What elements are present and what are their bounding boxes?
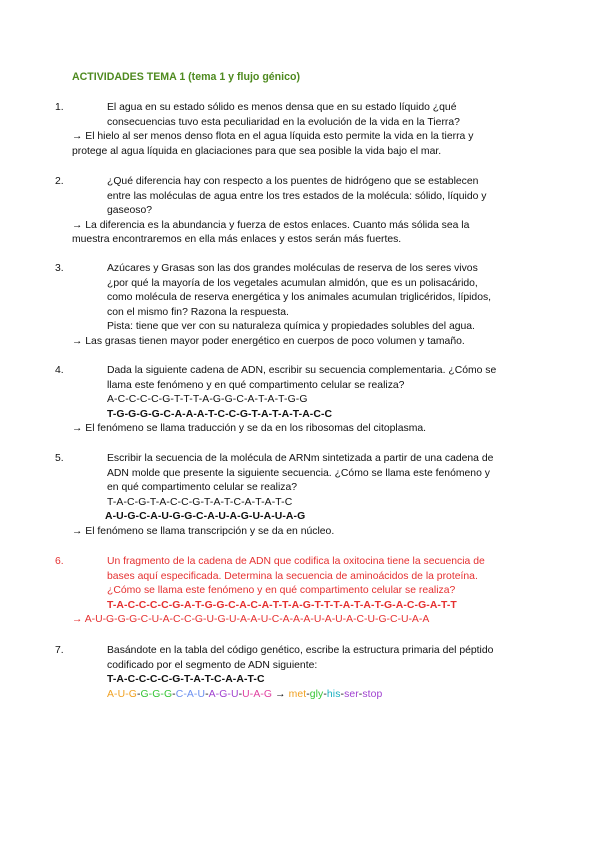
- question-6: [55, 555, 528, 628]
- answer-text: → La diferencia es la abundancia y fuerza de estos enlaces. Cuanto más sólida sea la: [72, 219, 470, 231]
- question-number: 5.: [55, 453, 64, 464]
- codon-separator: -: [238, 688, 243, 700]
- answer-text: → El fenómeno se llama traducción y se da en los ribosomas del citoplasma.: [72, 423, 427, 435]
- question-5: [55, 452, 528, 540]
- question-text: ¿Cómo se llama este fenómeno y en qué compartimento celular se realiza?: [107, 585, 456, 597]
- question-text: 2. ¿Qué diferencia hay con respecto a los puentes de hidrógeno que se establecen: [72, 175, 528, 190]
- question-number: 6.: [55, 556, 64, 567]
- question-number: 3.: [55, 263, 64, 274]
- answer-text: → A-U-G-G-G-C-U-A-C-C-G-U-G-U-A-A-U-C-A-A-A-U-A-U-A-C-U-G-C-U-A-A: [72, 614, 430, 626]
- question-text: 3. Azúcares y Grasas son las dos grandes moléculas de reserva de los seres vivos: [72, 262, 528, 277]
- question-text: ADN molde que presente la siguiente secuencia. ¿Cómo se llama este fenómeno y: [107, 467, 490, 479]
- question-text: codificado por el segmento de ADN siguiente:: [107, 659, 318, 671]
- question-number: 1.: [55, 102, 64, 113]
- codon: U-A-G: [242, 688, 273, 700]
- question-text: con el mismo fin? Razona la respuesta.: [107, 306, 289, 318]
- answer-text: → Las grasas tienen mayor poder energético en cuerpos de poco volumen y tamaño.: [72, 335, 465, 347]
- codon: A-G-U: [208, 688, 239, 700]
- peptide-separator: -: [323, 688, 327, 700]
- answer-text: protege al agua líquida en glaciaciones para que sea posible la vida bajo el mar.: [72, 145, 442, 157]
- codon-translation: [72, 688, 528, 703]
- question-number: 7.: [55, 645, 64, 656]
- question-1: [55, 101, 528, 159]
- question-3: [55, 262, 528, 350]
- sequence-answer: T-G-G-G-G-C-A-A-A-T-C-C-G-T-A-T-A-T-A-C-C: [107, 408, 333, 420]
- peptide-separator: -: [306, 688, 310, 700]
- question-text: llama este fenómeno y en qué compartimento celular se realiza?: [107, 379, 405, 391]
- question-text: gaseoso?: [107, 205, 153, 217]
- amino-acid: met: [288, 688, 307, 700]
- question-text: 1. El agua en su estado sólido es menos densa que en su estado líquido ¿qué: [72, 101, 528, 116]
- question-text: entre las moléculas de agua entre los tres estados de la molécula: sólido, líquido y: [107, 190, 487, 202]
- amino-acid: ser: [344, 688, 359, 700]
- arrow: →: [272, 688, 289, 700]
- sequence-answer: A-U-G-C-A-U-G-G-C-A-U-A-G-U-A-U-A-G: [105, 511, 306, 523]
- question-text: como molécula de reserva energética y los animales acumulan triglicéridos, lípidos,: [107, 292, 492, 304]
- amino-acid: gly: [309, 688, 324, 700]
- question-hint: Pista: tiene que ver con su naturaleza química y propiedades solubles del agua.: [107, 321, 475, 333]
- answer-text: → El fenómeno se llama transcripción y se da en núcleo.: [72, 525, 335, 537]
- question-7: [55, 644, 528, 702]
- peptide-separator: -: [340, 688, 345, 700]
- peptide-separator: -: [358, 688, 363, 700]
- question-text: ¿por qué la mayoría de los vegetales acumulan almidón, que es un polisacárido,: [107, 277, 478, 289]
- codon-separator: -: [205, 688, 209, 700]
- question-number: 4.: [55, 365, 64, 376]
- question-text: en qué compartimento celular se realiza?: [107, 482, 298, 494]
- question-text: 6. Un fragmento de la cadena de ADN que codifica la oxitocina tiene la secuencia de: [72, 555, 528, 570]
- question-text: 5. Escribir la secuencia de la molécula de ARNm sintetizada a partir de una cadena de: [72, 452, 528, 467]
- codon: G-G-G: [140, 688, 173, 700]
- dna-sequence: A-C-C-C-C-G-T-T-T-A-G-G-C-A-T-A-T-G-G: [107, 394, 308, 406]
- page-title: ACTIVIDADES TEMA 1 (tema 1 y flujo génico): [72, 71, 300, 83]
- question-text: 7. Basándote en la tabla del código genético, escribe la estructura primaria del péptido: [72, 644, 528, 659]
- dna-sequence: T-A-C-C-C-C-G-A-T-G-G-C-A-C-A-T-T-A-G-T-T-T-A-T-A-T-G-A-C-G-A-T-T: [107, 599, 457, 611]
- question-text: 4. Dada la siguiente cadena de ADN, escribir su secuencia complementaria. ¿Cómo se: [72, 364, 528, 379]
- answer-text: → El hielo al ser menos denso flota en el agua líquida esto permite la vida en la tierra y: [72, 131, 474, 143]
- answer-text: muestra encontraremos en ella más enlaces y estos serán más fuertes.: [72, 234, 402, 246]
- dna-sequence: T-A-C-G-T-A-C-C-G-T-A-T-C-A-T-A-T-C: [107, 496, 293, 508]
- question-text: bases aquí especificada. Determina la secuencia de aminoácidos de la proteína.: [107, 570, 478, 582]
- question-text: consecuencias tuvo esta peculiaridad en la evolución de la vida en la Tierra?: [107, 116, 460, 128]
- dna-sequence: T-A-C-C-C-C-G-T-A-T-C-A-A-T-C: [107, 674, 265, 686]
- codon: C-A-U: [175, 688, 206, 700]
- question-4: [55, 364, 528, 437]
- codon-separator: -: [172, 688, 176, 700]
- question-2: [55, 175, 528, 248]
- codon-separator: -: [136, 688, 141, 700]
- amino-acid: his: [326, 688, 341, 700]
- amino-acid: stop: [362, 688, 383, 700]
- question-number: 2.: [55, 176, 64, 187]
- codon: A-U-G: [107, 688, 137, 700]
